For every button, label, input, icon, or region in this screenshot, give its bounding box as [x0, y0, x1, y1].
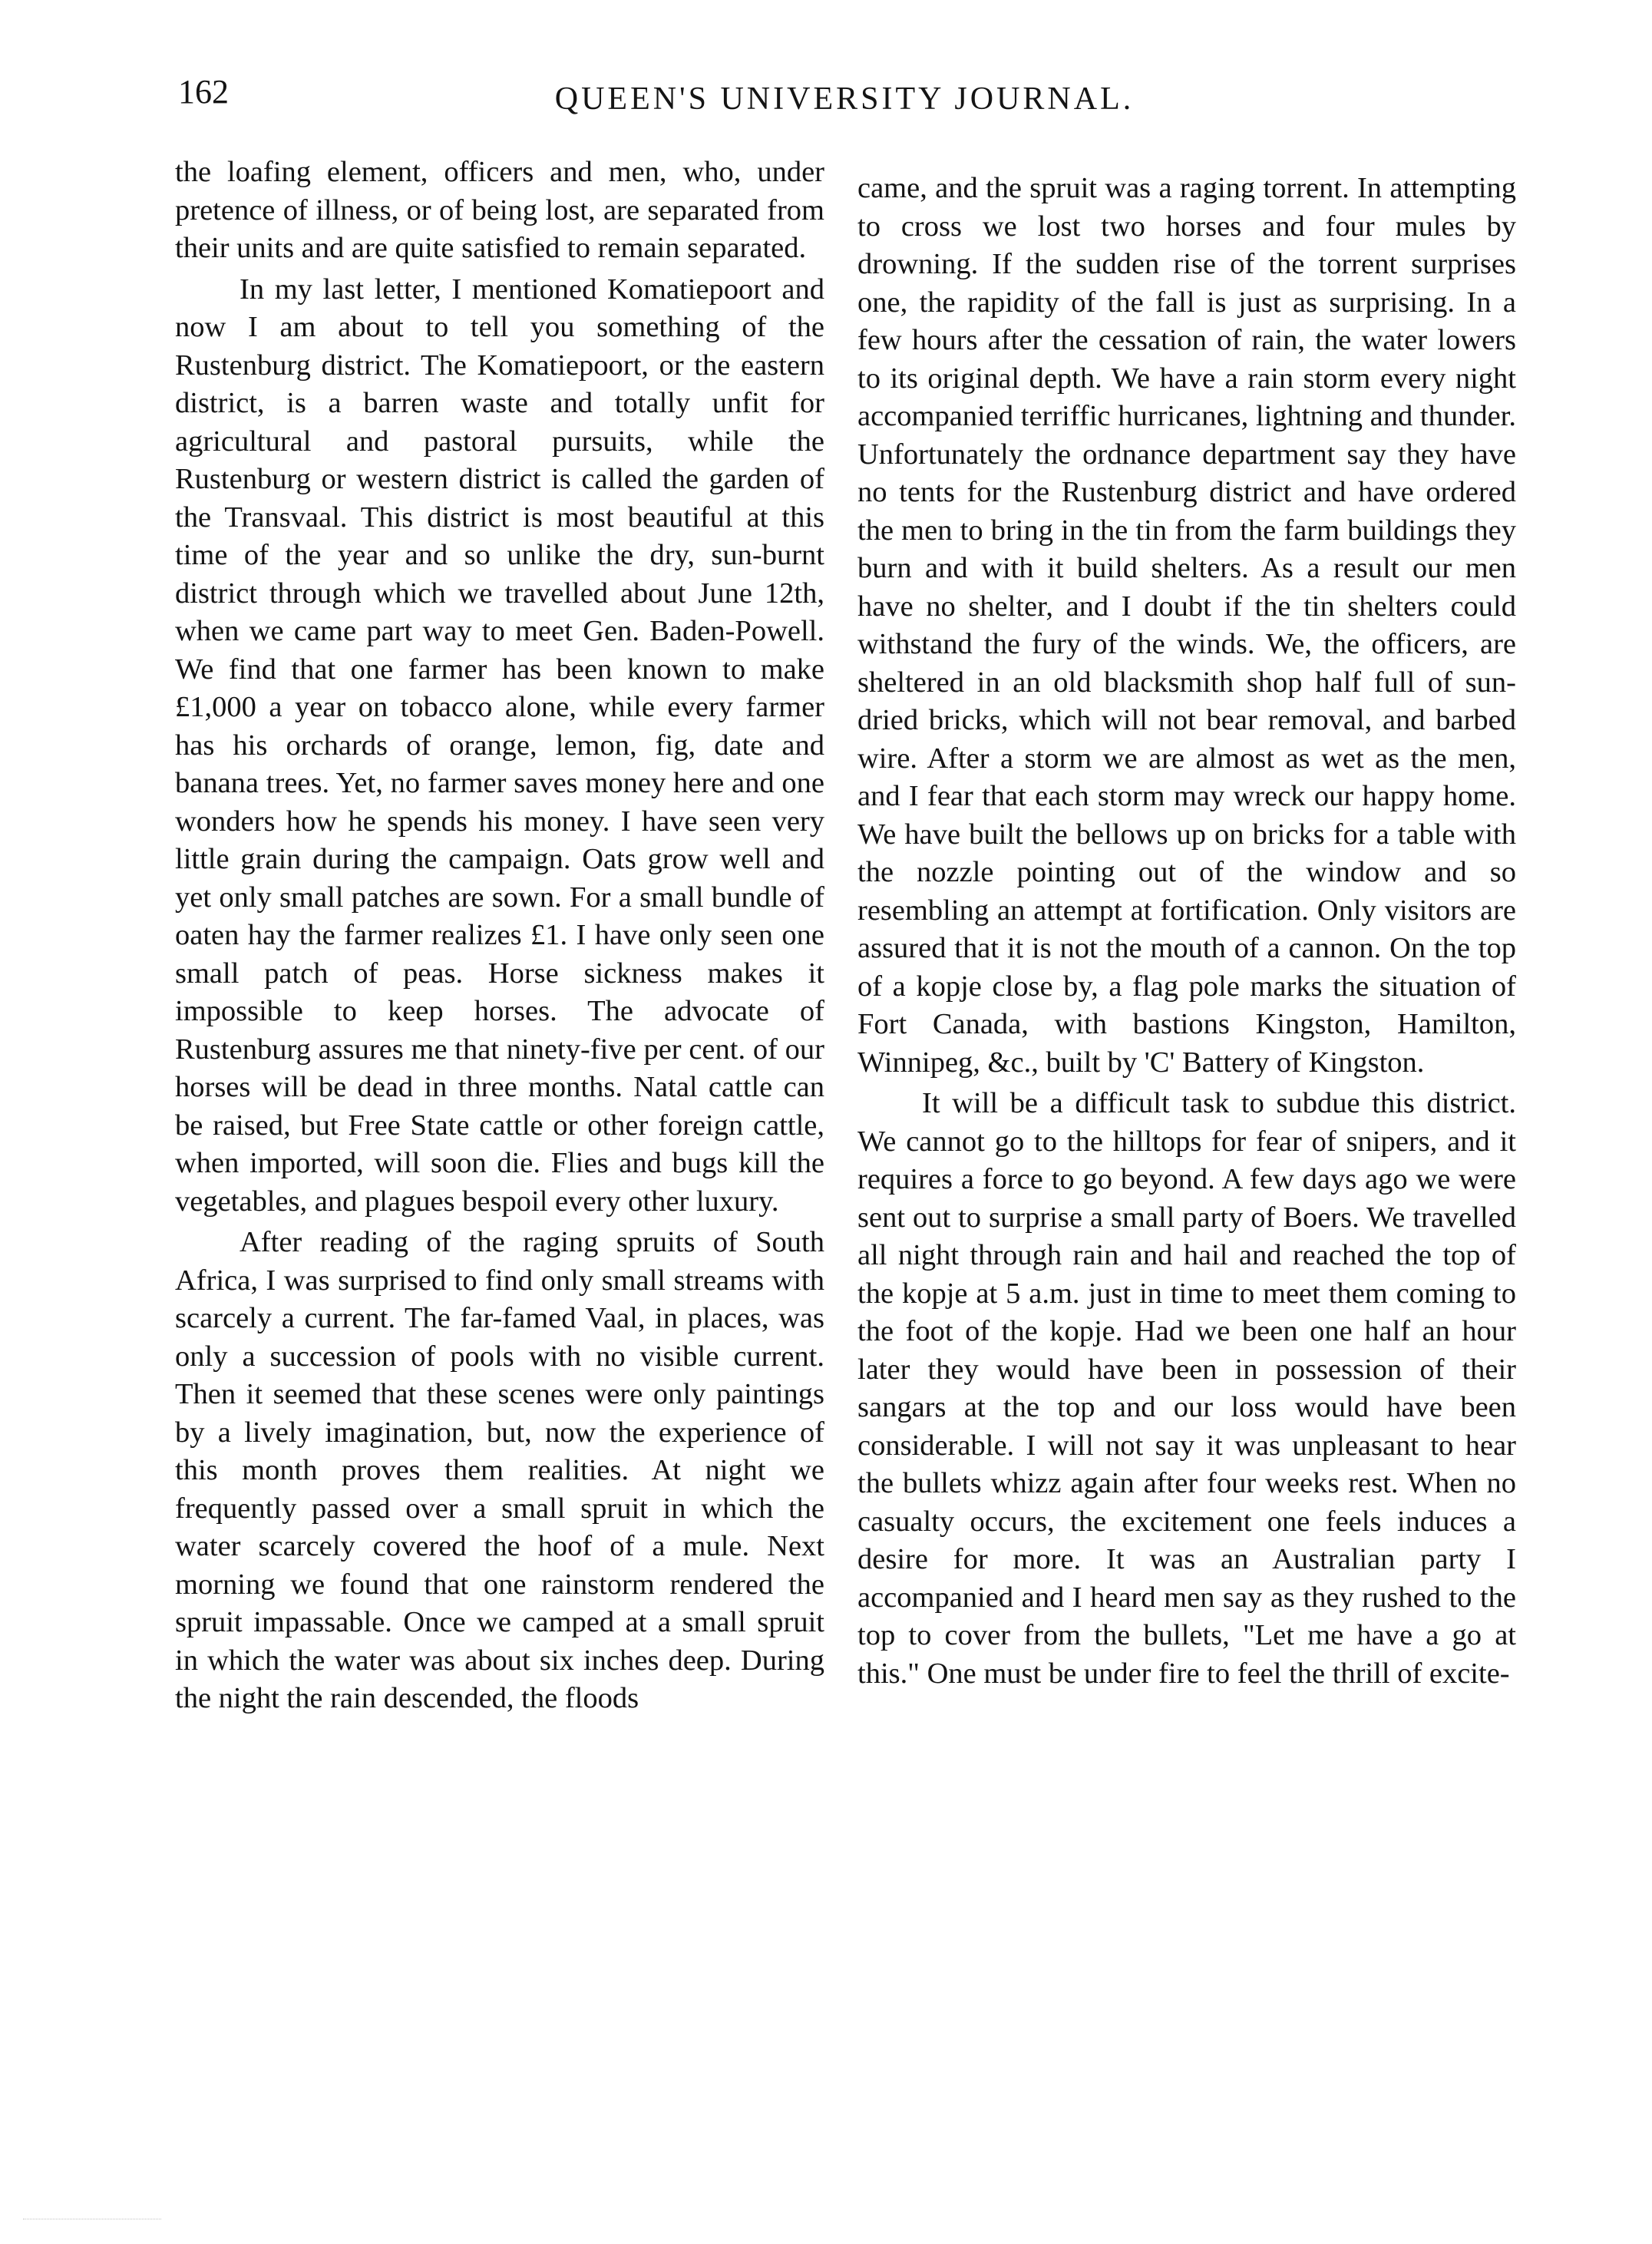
paragraph: came, and the spruit was a raging torrent. In attempting to cross we lost two horses and four mules by drowning. If the sudden rise of the torrent surprises one, the rapidity of the fall is just as surprising. In a few hours after the cessation of rain, the water lowers to its original depth. We have a rain storm every night accompanied terriffic hurricanes, lightning and thunder. Unfortunately the ordnance department say they have no tents for the Rustenburg district and have ordered the men to bring in the tin from the farm buildings they burn and with it build shelters. As a result our men have no shelter, and I doubt if the tin shelters could withstand the fury of the winds. We, the officers, are sheltered in an old blacksmith shop half full of sun-dried bricks, which will not bear removal, and barbed wire. After a storm we are almost as wet as the men, and I fear that each storm may wreck our happy home. We have built the bellows up on bricks for a table with the nozzle pointing out of the window and so resembling an attempt at fortification. Only visitors are assured that it is not the mouth of a cannon. On the top of a kopje close by, a flag pole marks the situation of Fort Canada, with bastions Kingston, Hamilton, Winnipeg, &c., built by 'C' Battery of Kingston. — [857, 172, 1516, 1079]
paragraph: It will be a difficult task to subdue this district. We cannot go to the hilltops for fear of snipers, and it requires a force to go beyond. A few days ago we were sent out to surprise a small party of Boers. We travelled all night through rain and hail and reached the top of the kopje at 5 a.m. just in time to meet them coming to the foot of the kopje. Had we been one half an hour later they would have been in possession of their sangars at the top and our loss would have been considerable. I will not say it was unpleasant to hear the bullets whizz again after four weeks rest. When no casualty occurs, the excitement one feels induces a desire for more. It was an Australian party I accompanied and I heard men say as they rushed to the top to cover from the bullets, "Let me have a go at this." One must be under fire to feel the thrill of excite- — [857, 1087, 1516, 1690]
paragraph: the loafing element, officers and men, who, under pretence of illness, or of being lost, are separated from their units and are quite satisfied to remain separated. — [175, 156, 824, 264]
page-number: 162 — [178, 73, 229, 111]
scan-speckle — [23, 2211, 161, 2219]
journal-title: QUEEN'S UNIVERSITY JOURNAL. — [554, 81, 1135, 117]
left-column — [175, 154, 824, 1718]
paragraph: In my last letter, I mentioned Komatiepoort and now I am about to tell you something of the Rustenburg district. The Komatiepoort, or the eastern district, is a barren waste and totally unfit for agricultural and pastoral pursuits, while the Rustenburg or western district is called the garden of the Transvaal. This district is most beautiful at this time of the year and so unlike the dry, sun-burnt district through which we travelled about June 12th, when we came part way to meet Gen. Baden-Powell. We find that one farmer has been known to make £1,000 a year on tobacco alone, while every farmer has his orchards of orange, lemon, fig, date and banana trees. Yet, no farmer saves money here and one wonders how he spends his money. I have seen very little grain during the campaign. Oats grow well and yet only small patches are sown. For a small bundle of oaten hay the farmer realizes £1. I have only seen one small patch of peas. Horse sickness makes it impossible to keep horses. The advocate of Rustenburg assures me that ninety-five per cent. of our horses will be dead in three months. Natal cattle can be raised, but Free State cattle or other foreign cattle, when imported, will soon die. Flies and bugs kill the vegetables, and plagues bespoil every other luxury. — [175, 273, 824, 1218]
paragraph: After reading of the raging spruits of South Africa, I was surprised to find only small streams with scarcely a current. The far-famed Vaal, in places, was only a succession of pools with no visible current. Then it seemed that these scenes were only paintings by a lively imagination, but, now the experience of this month proves them realities. At night we frequently passed over a small spruit in which the water scarcely covered the hoof of a mule. Next morning we found that one rainstorm rendered the spruit impassable. Once we camped at a small spruit in which the water was about six inches deep. During the night the rain descended, the floods — [175, 1226, 824, 1714]
right-column — [857, 170, 1516, 1693]
